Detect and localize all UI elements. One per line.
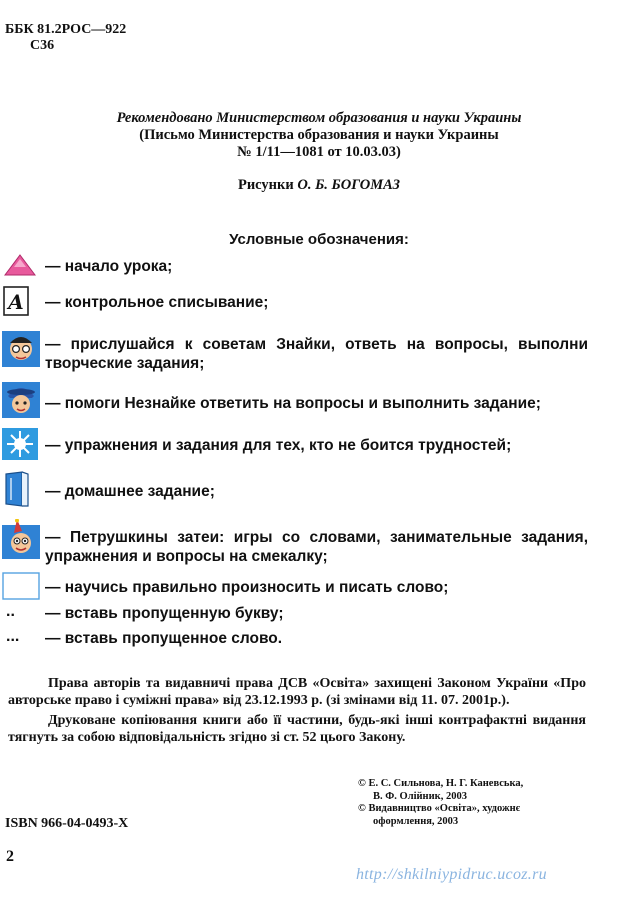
legend-item-znayka	[0, 331, 638, 373]
legend-text: — контрольное списывание;	[45, 294, 269, 311]
illustrations-credit	[0, 177, 638, 194]
copyright-notice	[8, 675, 586, 749]
copyright-paragraph-2: Друковане копіювання книги або її частини, будь-які інші контрафактні видання тягнуть за собою відповідальність згідно зі ст. 52 цього Закону.	[8, 713, 586, 745]
three-dots-symbol: ...	[6, 628, 20, 645]
legend-item-hard-tasks	[0, 428, 638, 460]
legend-text: — помоги Незнайке ответить на вопросы и выполнить задание;	[45, 395, 541, 412]
recommendation-block	[0, 110, 638, 161]
door-icon	[2, 470, 32, 513]
credits-line-4: оформлення, 2003	[373, 815, 459, 827]
legend-item-pronounce	[0, 572, 638, 600]
svg-text:А: А	[7, 290, 25, 314]
page-number: 2	[6, 848, 14, 865]
legend-text: — научись правильно произносить и писать слово;	[45, 579, 449, 596]
letter-a-box-icon	[2, 285, 32, 322]
recommendation-line-3: № 1/11—1081 от 10.03.03)	[237, 144, 401, 160]
recommendation-line-1: Рекомендовано Министерством образования и науки Украины	[116, 110, 522, 126]
neznayka-icon	[2, 382, 40, 423]
credits-line-3: © Видавництво «Освіта», художнє	[358, 803, 521, 814]
bbk-code: ББК 81.2РОС—922	[5, 22, 127, 37]
legend-text: — домашнее задание;	[45, 483, 215, 500]
recommendation-line-2: (Письмо Министерства образования и науки Украины	[139, 127, 499, 143]
catalog-code: С36	[30, 38, 55, 53]
credits-block	[358, 778, 523, 828]
legend-text: — упражнения и задания для тех, кто не боится трудностей;	[45, 437, 512, 454]
znayka-icon	[2, 331, 40, 372]
credits-line-2: В. Ф. Олійник, 2003	[373, 790, 467, 802]
sun-icon	[2, 428, 38, 465]
legend-item-control-copy	[0, 287, 638, 317]
legend-item-petrushka	[0, 525, 638, 569]
watermark-link[interactable]: http://shkilniypidruc.ucoz.ru	[356, 866, 547, 883]
two-dots-symbol: ..	[6, 603, 15, 620]
pink-triangle-icon	[2, 253, 38, 282]
legend-item-lesson-start	[0, 254, 638, 278]
empty-frame-icon	[2, 572, 40, 605]
credits-line-1: © Е. С. Сильнова, Н. Г. Каневська,	[358, 778, 524, 789]
legend-text: — начало урока;	[45, 258, 173, 275]
petrushka-icon	[2, 519, 40, 564]
bbk-code-block	[5, 22, 126, 54]
illustrations-prefix: Рисунки	[237, 177, 294, 193]
legend-text: — Петрушкины затеи: игры со словами, занимательные задания, упражнения и вопросы на смекалку;	[45, 529, 588, 565]
legend-text: — вставь пропущенную букву;	[45, 605, 284, 622]
isbn: ISBN 966-04-0493-Х	[5, 816, 129, 831]
legend-item-missing-letter	[0, 602, 638, 626]
illustrations-author: О. Б. БОГОМАЗ	[297, 177, 401, 193]
legend-item-missing-word	[0, 627, 638, 651]
legend-item-homework	[0, 470, 638, 510]
legend-title: Условные обозначения:	[229, 231, 409, 248]
copyright-paragraph-1: Права авторів та видавничі права ДСВ «Освіта» захищені Законом України «Про авторське право і суміжні права» від 23.12.1993 р. (зі змінами від 11. 07. 2001р.).	[8, 676, 586, 708]
legend-item-neznayka	[0, 382, 638, 422]
legend-text: — вставь пропущенное слово.	[45, 630, 283, 647]
legend-text: — прислушайся к советам Знайки, ответь на вопросы, выполни творческие задания;	[45, 336, 588, 372]
